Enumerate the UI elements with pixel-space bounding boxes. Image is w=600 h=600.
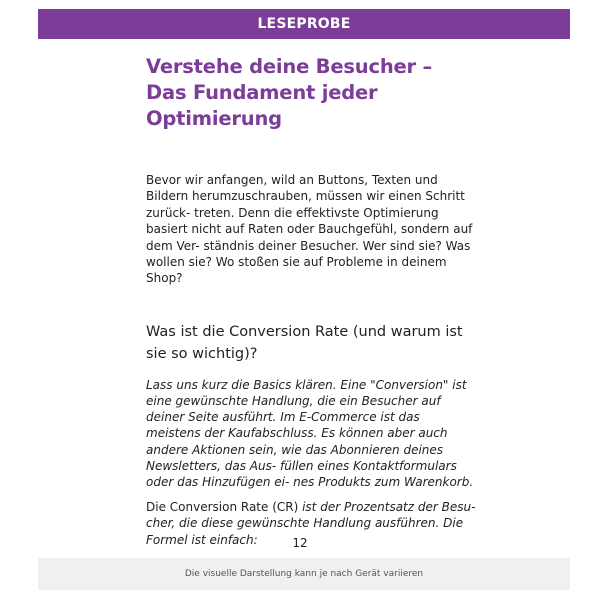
preview-banner	[38, 9, 570, 39]
banner-label: LESEPROBE	[257, 16, 351, 32]
intro-paragraph: Bevor wir anfangen, wild an Buttons, Texten und Bildern herumzuschrauben, müssen wir einen Schritt zurück- treten. Denn die effektivste Optimierung basiert nicht auf Raten oder Bauchgefühl, sondern auf dem Ver- ständnis deiner Besucher. Wer sind sie? Was wollen sie? Wo stoßen sie auf Probleme in deinem Shop?	[146, 173, 473, 286]
device-note: Die visuelle Darstellung kann je nach Gerät variieren	[184, 569, 424, 579]
page-content	[146, 54, 476, 548]
conversion-rate-definition: ist der Prozentsatz der Besu- cher, die diese gewünschte Handlung ausführen. Die Formel ist einfach:	[146, 500, 476, 547]
device-note-footer	[38, 558, 570, 590]
conversion-rate-term: Die Conversion Rate (CR)	[146, 500, 299, 515]
basics-paragraph: Lass uns kurz die Basics klären. Eine "Conversion" ist eine gewünschte Handlung, die ein Besucher auf deiner Seite ausführt. Im E-Commerce ist das meistens der Kaufabschluss. Es können aber auch andere Aktionen sein, wie das Abonnieren deines Newsletters, das Aus- füllen eines Kontaktformulars oder das Hinzufügen ei- nes Produkts zum Warenkorb.	[146, 377, 474, 490]
section-heading: Was ist die Conversion Rate (und warum ist sie so wichtig)?	[146, 323, 463, 362]
page-number: 12	[292, 536, 308, 550]
chapter-title: Verstehe deine Besucher – Das Fundament jeder Optimierung	[146, 55, 433, 130]
